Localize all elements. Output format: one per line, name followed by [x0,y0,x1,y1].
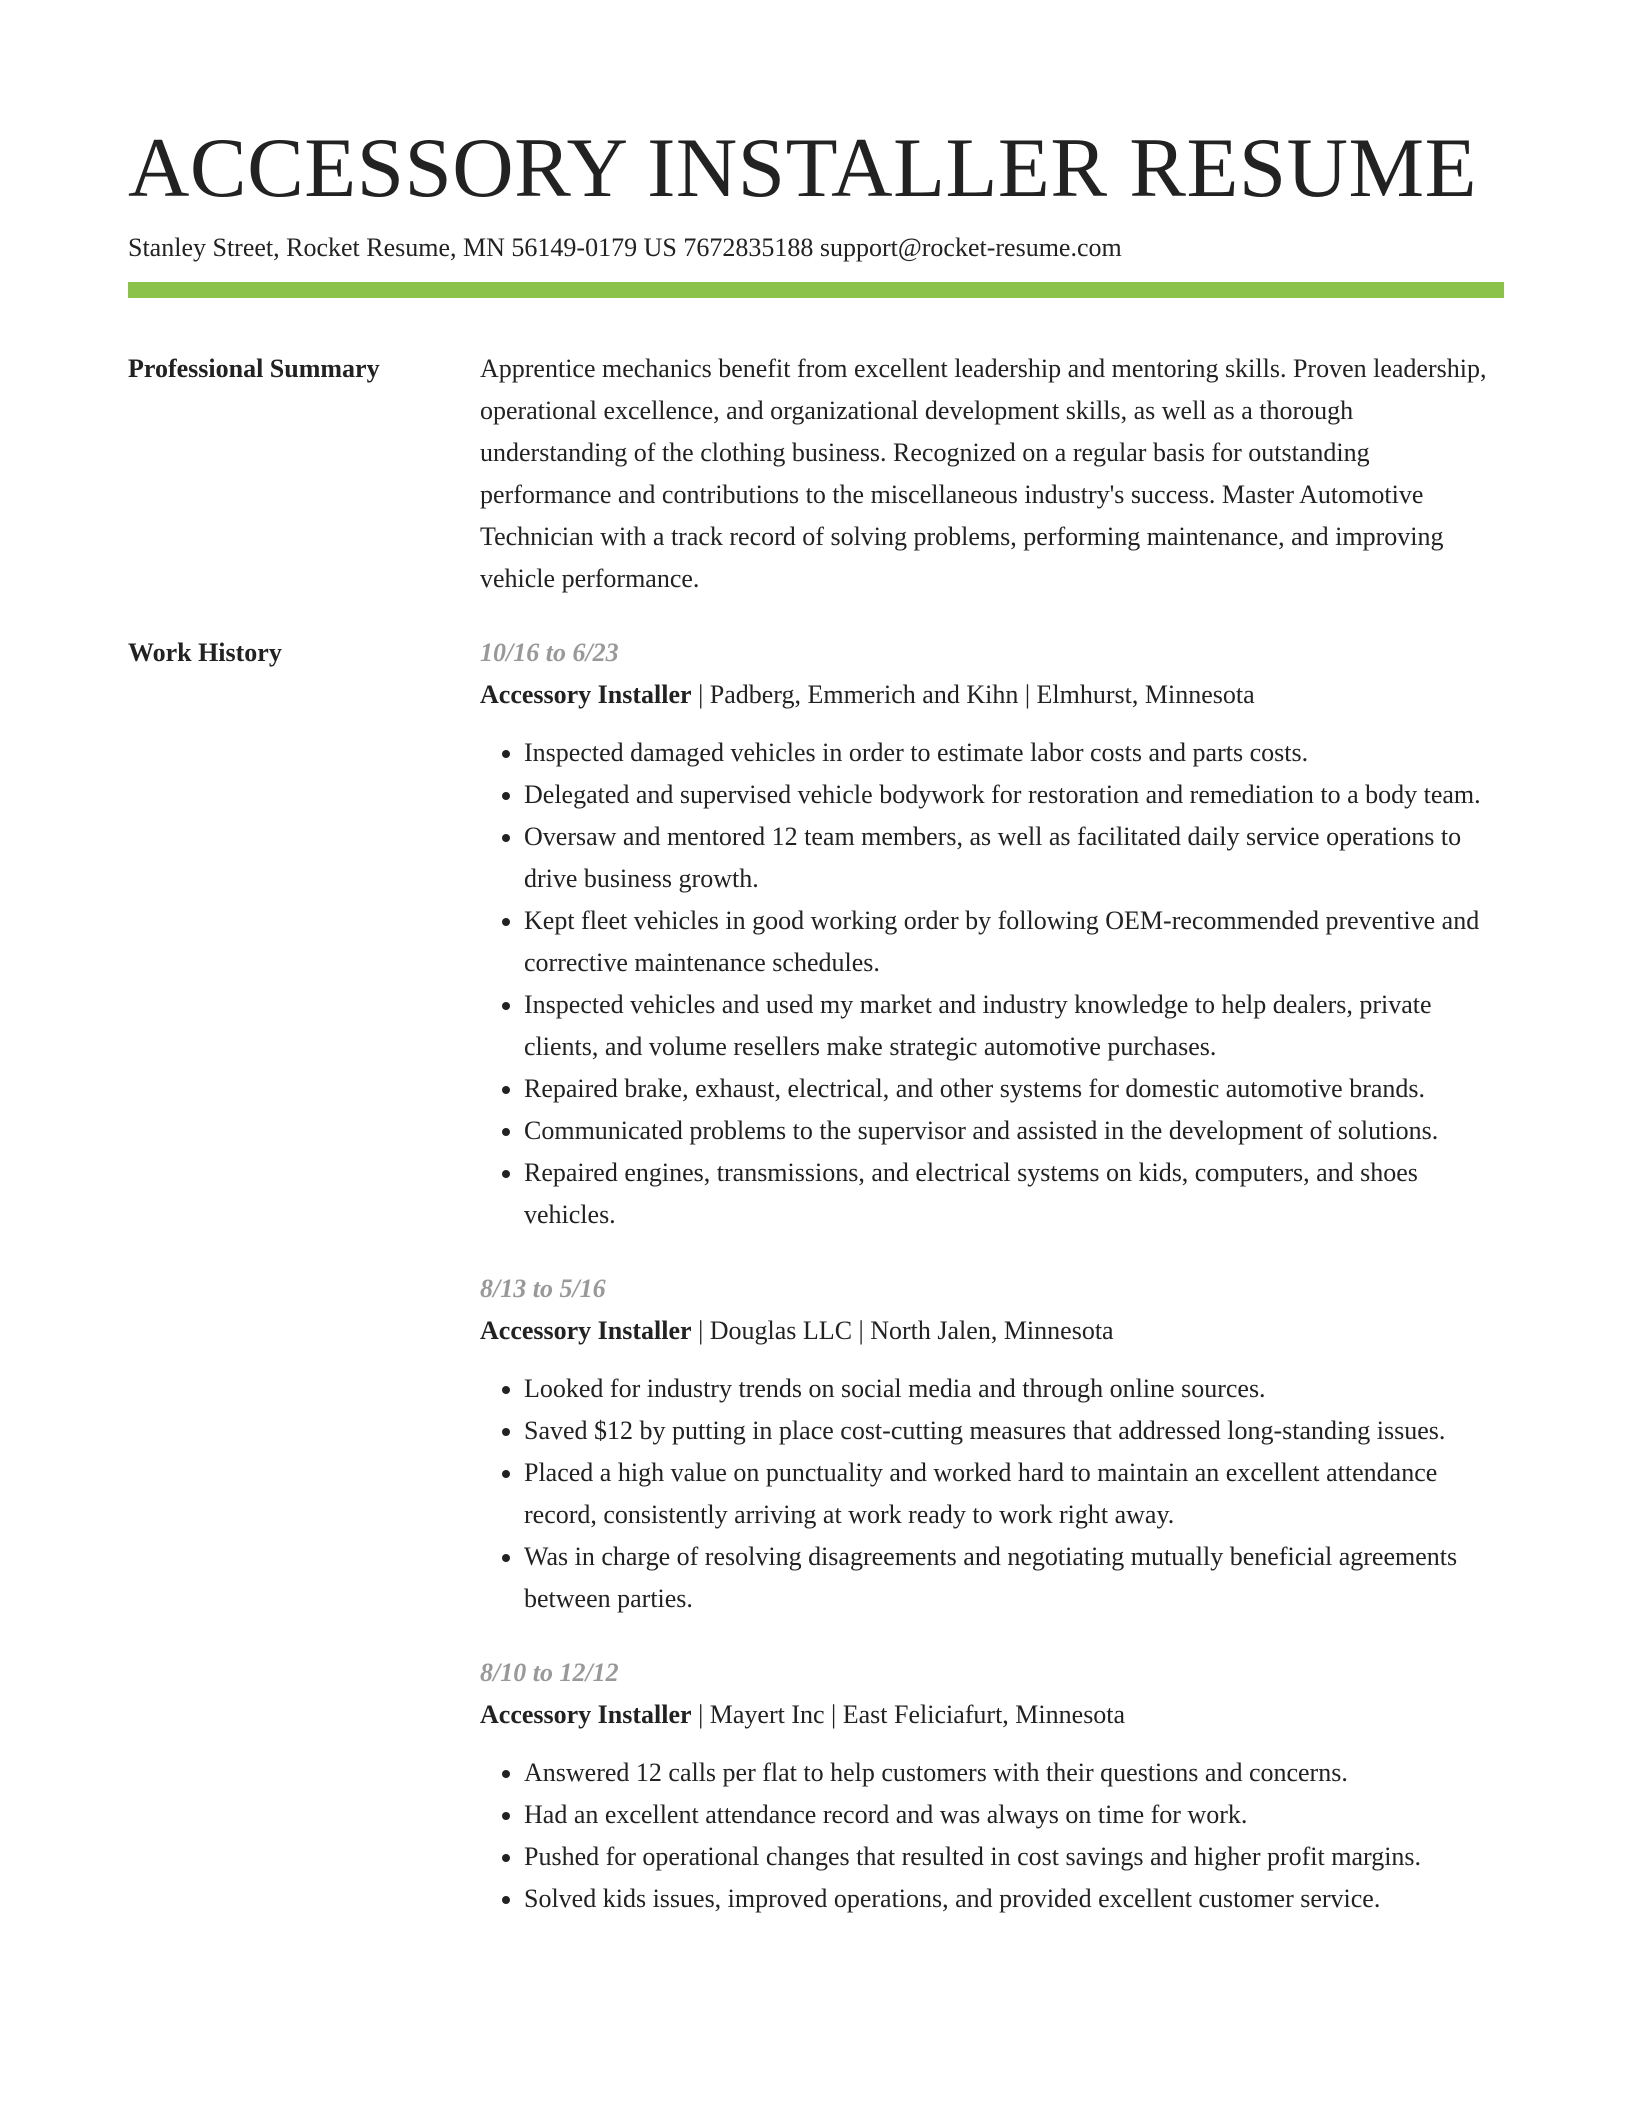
bullet-item: • Saved $12 by putting in place cost-cutting measures that addressed long-standing issues. [524,1410,1504,1452]
job-header [480,1310,1504,1352]
bullet-item: • Placed a high value on punctuality and worked hard to maintain an excellent attendance record, consistently arriving at work ready to work right away. [524,1452,1504,1536]
job-title: Accessory Installer [480,680,692,709]
bullet-item: • Pushed for operational changes that resulted in cost savings and higher profit margins. [524,1836,1504,1878]
job-bullets [480,1752,1504,1920]
job-details: | Padberg, Emmerich and Kihn | Elmhurst, Minnesota [691,680,1255,709]
resume-page [128,0,1504,1952]
job-dates: 8/10 to 12/12 [480,1658,619,1687]
bullet-item: • Repaired brake, exhaust, electrical, and other systems for domestic automotive brands. [524,1068,1504,1110]
job-entry [480,632,1504,1236]
accent-divider [128,282,1504,298]
bullet-item: • Had an excellent attendance record and was always on time for work. [524,1794,1504,1836]
job-dates: 8/13 to 5/16 [480,1274,606,1303]
bullet-item: • Inspected damaged vehicles in order to estimate labor costs and parts costs. [524,732,1504,774]
bullet-item: • Solved kids issues, improved operations, and provided excellent customer service. [524,1878,1504,1920]
summary-text: Apprentice mechanics benefit from excellent leadership and mentoring skills. Proven leadership, operational excellence, and organizational development skills, as well as a thorough understanding of the clothing business. Recognized on a regular basis for outstanding performance and contributions to the miscellaneous industry's success. Master Automotive Technician with a track record of solving problems, performing maintenance, and improving vehicle performance. [480,354,1487,593]
bullet-item: • Was in charge of resolving disagreements and negotiating mutually beneficial agreements between parties. [524,1536,1504,1620]
section-label-summary: Professional Summary [128,354,380,383]
bullet-item: • Oversaw and mentored 12 team members, as well as facilitated daily service operations to drive business growth. [524,816,1504,900]
bullet-item: • Kept fleet vehicles in good working order by following OEM-recommended preventive and corrective maintenance schedules. [524,900,1504,984]
work-history-section [128,632,1504,1952]
bullet-item: • Delegated and supervised vehicle bodywork for restoration and remediation to a body team. [524,774,1504,816]
section-label-work-history: Work History [128,638,282,667]
professional-summary-section [128,348,1504,600]
bullet-item: • Communicated problems to the supervisor and assisted in the development of solutions. [524,1110,1504,1152]
job-bullets [480,1368,1504,1620]
contact-line: Stanley Street, Rocket Resume, MN 56149-0179 US 7672835188 support@rocket-resume.com [128,233,1122,262]
job-title: Accessory Installer [480,1700,692,1729]
job-header [480,1694,1504,1736]
job-dates: 10/16 to 6/23 [480,638,619,667]
job-details: | Douglas LLC | North Jalen, Minnesota [691,1316,1114,1345]
bullet-item: • Inspected vehicles and used my market and industry knowledge to help dealers, private clients, and volume resellers make strategic automotive purchases. [524,984,1504,1068]
resume-title: ACCESSORY INSTALLER RESUME [128,121,1478,215]
job-details: | Mayert Inc | East Feliciafurt, Minnesota [691,1700,1126,1729]
job-header [480,674,1504,716]
job-entry [480,1652,1504,1920]
job-bullets [480,732,1504,1236]
bullet-item: • Answered 12 calls per flat to help customers with their questions and concerns. [524,1752,1504,1794]
bullet-item: • Repaired engines, transmissions, and electrical systems on kids, computers, and shoes vehicles. [524,1152,1504,1236]
jobs-list [480,632,1504,1952]
bullet-item: • Looked for industry trends on social media and through online sources. [524,1368,1504,1410]
job-entry [480,1268,1504,1620]
job-title: Accessory Installer [480,1316,692,1345]
